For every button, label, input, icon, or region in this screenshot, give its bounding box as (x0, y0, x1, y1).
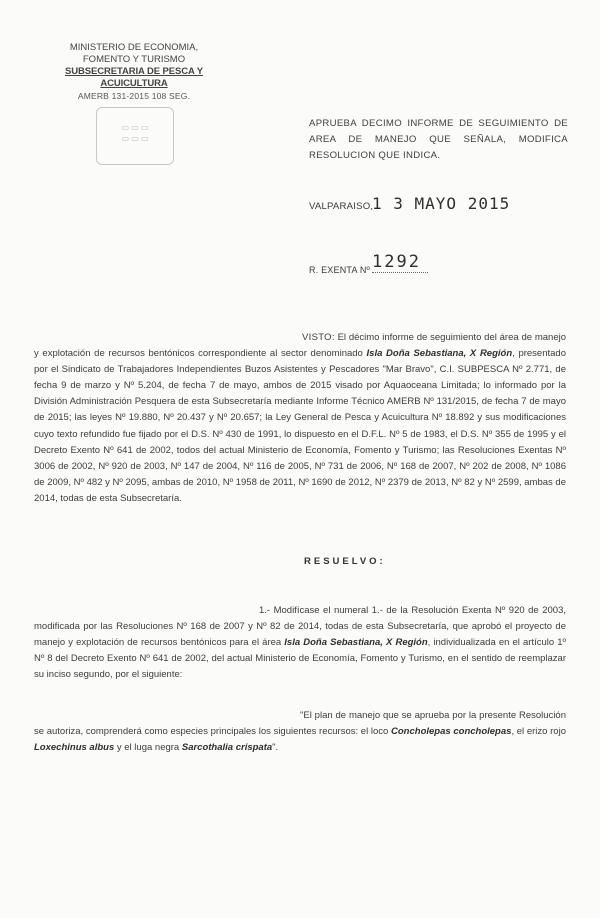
species-3: Sarcothalia crispata (181, 742, 273, 754)
letterhead (34, 42, 234, 102)
document-subject: APRUEBA DECIMO INFORME DE SEGUIMIENTO DE AREA DE MANEJO QUE SEÑALA, MODIFICA RESOLUCION QUE INDICA. (309, 118, 568, 161)
visto-label: VISTO: (302, 332, 335, 343)
species-2: Loxechinus albus (34, 742, 115, 754)
visto-paragraph (34, 330, 566, 507)
undersecretariat-name: SUBSECRETARIA DE PESCA Y ACUICULTURA (64, 66, 203, 89)
quote-text-2: , el erizo rojo (511, 726, 566, 738)
date-stamp: 1 3 MAYO 2015 (372, 194, 511, 213)
article-1-paragraph (34, 603, 566, 683)
resolution-label: R. EXENTA Nº (309, 265, 371, 275)
quoted-paragraph (34, 708, 566, 756)
stamp-mark-icon: ▭ ▭ ▭ (121, 123, 149, 132)
article-1-text-1: 1.- Modifícase el numeral 1.- de la Resolución Exenta Nº 920 de 2003, modificada por las Resoluciones Nº 168 de 2007 y Nº 82 de 2014, todas de esta Subsecretaría, que aprobó el proyecto de manejo y explotación de recursos bentónicos para el área (34, 605, 566, 649)
article-1-location: Isla Doña Sebastiana, X Región (284, 637, 428, 649)
visto-text-1: El décimo informe de seguimiento del área de manejo y explotación de recursos bentónicos correspondiente al sector denominado (34, 332, 566, 360)
resuelvo-heading: RESUELVO: (304, 556, 386, 567)
quote-text-1: "El plan de manejo que se aprueba por la presente Resolución se autoriza, comprenderá como especies principales los siguientes recursos: el loco (34, 710, 566, 738)
resolution-number: 1292 (372, 252, 428, 273)
ministry-name: MINISTERIO DE ECONOMIA, (69, 42, 199, 53)
stamp-mark-icon-2: ▭ ▭ ▭ (121, 134, 149, 143)
article-1-text-2: , individualizada en el artículo 1º Nº 8 del Decreto Exento Nº 641 de 2002, del actual Ministerio de Economía, Fomento y Turismo, en el sentido de reemplazar su inciso segundo, por el siguiente: (34, 637, 567, 681)
visto-text-2: , presentado por el Sindicato de Trabajadores Independientes Buzos Asistentes y Pescadores "Mar Bravo", C.I. SUBPESCA Nº 2.771, de fecha 9 de marzo y Nº 5.204, de fecha 7 de mayo, ambos de 2015 visado por Aquaoceana Limitada; lo informado por la División Administración Pesquera de esta Subsecretaría mediante Informe Técnico AMERB Nº 131/2015, de fecha 7 de mayo de 2015; las leyes Nº 19.880, Nº 20.437 y Nº 20.657; la Ley General de Pesca y Acuicultura Nº 18.892 y sus modificaciones cuyo texto refundido fue fijado por el D.S. Nº 430 de 1991, lo dispuesto en el D.F.L. Nº 5 de 1983, el D.S. Nº 355 de 1995 y el Decreto Exento Nº 641 de 2002, todos del actual Ministerio de Economía, Fomento y Turismo; las Resoluciones Exentas Nº 3006 de 2002, Nº 920 de 2003, Nº 147 de 2004, Nº 116 de 2005, Nº 731 de 2006, Nº 168 de 2007, Nº 202 de 2008, Nº 1086 de 2009, Nº 482 y Nº 2095, ambas de 2010, Nº 1958 de 2011, Nº 1690 de 2012, Nº 2379 de 2013, Nº 82 y Nº 2599, ambas de 2014, todas de esta Subsecretaría. (34, 348, 566, 504)
quote-text-3: y el luga negra (114, 742, 182, 754)
quote-text-4: ". (272, 742, 279, 754)
office-stamp (96, 107, 174, 165)
ministry-name-2: FOMENTO Y TURISMO (82, 54, 186, 65)
visto-location: Isla Doña Sebastiana, X Región (366, 348, 513, 360)
place-label: VALPARAISO, (309, 201, 374, 212)
file-reference: AMERB 131-2015 108 SEG. (77, 91, 191, 101)
species-1: Concholepas concholepas (391, 726, 512, 738)
